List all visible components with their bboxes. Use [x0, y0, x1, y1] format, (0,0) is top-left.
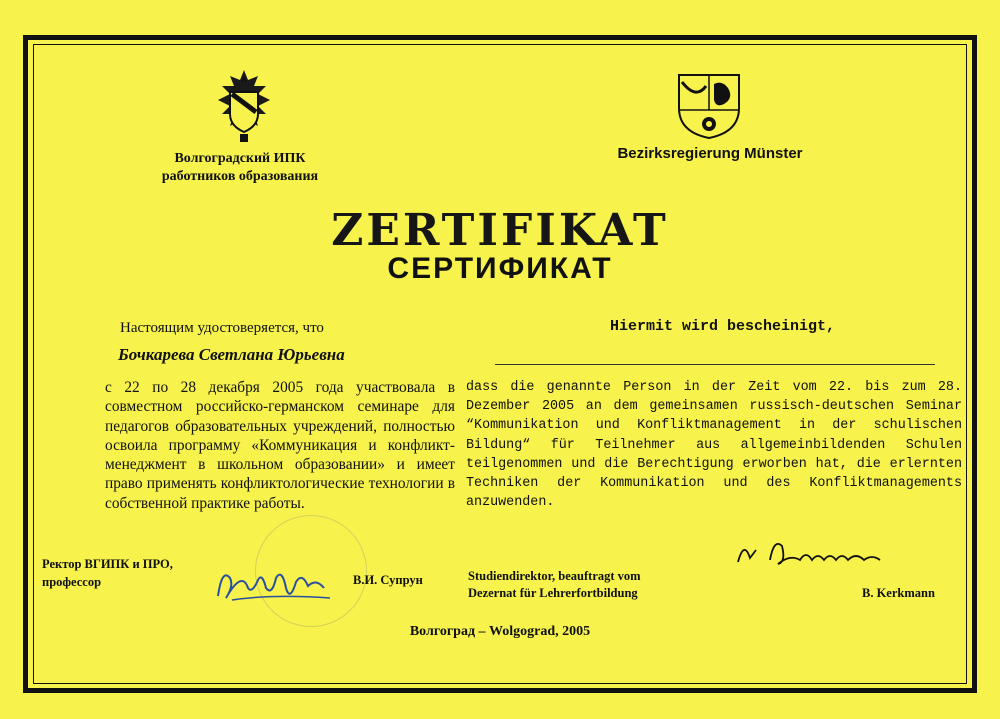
nrw-coat-of-arms-icon: [676, 72, 742, 140]
name-line: [495, 364, 935, 365]
right-signatory-title-line1: Studiendirektor, beauftragt vom: [468, 569, 641, 583]
intro-russian: Настоящим удостоверяется, что: [120, 320, 324, 336]
recipient-name: Бочкарева Светлана Юрьевна: [118, 345, 345, 364]
place-date-footer: Волгоград – Wolgograd, 2005: [409, 624, 591, 639]
left-signatory-name: В.И. Супрун: [353, 573, 423, 587]
right-signatory-title: [468, 568, 708, 602]
left-signatory-title-line1: Ректор ВГИПК и ПРО,: [42, 557, 173, 571]
title-russian: СЕРТИФИКАТ: [387, 252, 613, 285]
title-german: ZERTIFIKAT: [331, 205, 669, 256]
issuer-left-line1: Волгоградский ИПК: [174, 151, 306, 166]
issuer-left: [150, 150, 330, 186]
intro-german: Hiermit wird bescheinigt,: [610, 318, 836, 335]
left-signature: [212, 558, 342, 606]
right-signatory-name: B. Kerkmann: [862, 586, 935, 600]
right-signatory-title-line2: Dezernat für Lehrerfortbildung: [468, 586, 638, 600]
left-signatory-title-line2: профессор: [42, 575, 102, 589]
institute-emblem-icon: [212, 68, 276, 146]
body-russian: с 22 по 28 декабря 2005 года участвовала в совместном российско-германском семинаре для педагогов образовательных учреждений, полностью освоила программу «Коммуникация и конфликт-менеджмент в школьном образовании» и имеет право применять конфликтологические технологии в собственной практике работы.: [105, 379, 455, 512]
right-signature: [730, 532, 900, 574]
issuer-right: Bezirksregierung Münster: [617, 145, 803, 162]
body-german: dass die genannte Person in der Zeit vom 22. bis zum 28. Dezember 2005 an dem gemeinsamen russisch-deutschen Seminar “Kommunikation und Konfliktmanagement in der schulischen Bildung“ für Teilnehmer aus allgemeinbildenden Schulen teilgenommen und die Berechtigung erworben hat, die erlernten Techniken der Kommunikation und des Konfliktmanagements anzuwenden.: [466, 380, 962, 511]
issuer-left-line2: работников образования: [161, 169, 319, 184]
